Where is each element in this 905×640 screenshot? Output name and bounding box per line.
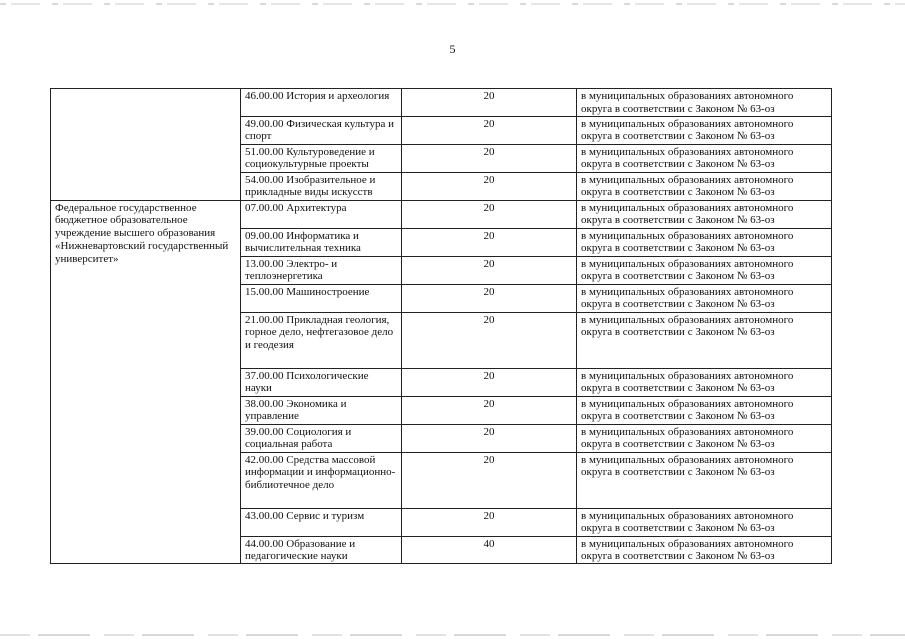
specialty-cell: 37.00.00 Психологические науки — [241, 368, 402, 396]
table-row — [51, 200, 832, 228]
specialty-cell: 46.00.00 История и археология — [241, 89, 402, 117]
note-cell: в муниципальных образованиях автономного округа в соответствии с Законом № 63-оз — [577, 284, 832, 312]
count-cell: 20 — [402, 396, 577, 424]
specialty-cell: 09.00.00 Информатика и вычислительная техника — [241, 228, 402, 256]
specialty-cell: 42.00.00 Средства массовой информации и информационно-библиотечное дело — [241, 452, 402, 508]
specialty-cell: 49.00.00 Физическая культура и спорт — [241, 116, 402, 144]
specialty-cell: 39.00.00 Социология и социальная работа — [241, 424, 402, 452]
count-cell: 20 — [402, 144, 577, 172]
note-cell: в муниципальных образованиях автономного округа в соответствии с Законом № 63-оз — [577, 116, 832, 144]
specialty-cell: 21.00.00 Прикладная геология, горное дело, нефтегазовое дело и геодезия — [241, 312, 402, 368]
note-cell: в муниципальных образованиях автономного округа в соответствии с Законом № 63-оз — [577, 368, 832, 396]
count-cell: 20 — [402, 284, 577, 312]
note-cell: в муниципальных образованиях автономного округа в соответствии с Законом № 63-оз — [577, 144, 832, 172]
specialty-cell: 13.00.00 Электро- и теплоэнергетика — [241, 256, 402, 284]
note-cell: в муниципальных образованиях автономного округа в соответствии с Законом № 63-оз — [577, 172, 832, 200]
count-cell: 40 — [402, 536, 577, 564]
count-cell: 20 — [402, 89, 577, 117]
specialty-cell: 51.00.00 Культуроведение и социокультурные проекты — [241, 144, 402, 172]
specialty-cell: 15.00.00 Машиностроение — [241, 284, 402, 312]
specialty-cell: 38.00.00 Экономика и управление — [241, 396, 402, 424]
specialty-cell: 43.00.00 Сервис и туризм — [241, 508, 402, 536]
specialty-cell: 54.00.00 Изобразительное и прикладные виды искусств — [241, 172, 402, 200]
page-number: 5 — [449, 42, 456, 56]
count-cell: 20 — [402, 508, 577, 536]
count-cell: 20 — [402, 424, 577, 452]
organization-cell-empty — [51, 89, 241, 201]
count-cell: 20 — [402, 116, 577, 144]
note-cell: в муниципальных образованиях автономного округа в соответствии с Законом № 63-оз — [577, 200, 832, 228]
specialty-cell: 44.00.00 Образование и педагогические науки — [241, 536, 402, 564]
note-cell: в муниципальных образованиях автономного округа в соответствии с Законом № 63-оз — [577, 452, 832, 508]
note-cell: в муниципальных образованиях автономного округа в соответствии с Законом № 63-оз — [577, 424, 832, 452]
note-cell: в муниципальных образованиях автономного округа в соответствии с Законом № 63-оз — [577, 256, 832, 284]
count-cell: 20 — [402, 452, 577, 508]
count-cell: 20 — [402, 200, 577, 228]
scan-edge-bottom — [0, 634, 905, 636]
note-cell: в муниципальных образованиях автономного округа в соответствии с Законом № 63-оз — [577, 312, 832, 368]
count-cell: 20 — [402, 228, 577, 256]
count-cell: 20 — [402, 256, 577, 284]
scan-edge-top — [0, 3, 905, 5]
note-cell: в муниципальных образованиях автономного округа в соответствии с Законом № 63-оз — [577, 228, 832, 256]
note-cell: в муниципальных образованиях автономного округа в соответствии с Законом № 63-оз — [577, 396, 832, 424]
specialty-cell: 07.00.00 Архитектура — [241, 200, 402, 228]
count-cell: 20 — [402, 172, 577, 200]
quota-table — [50, 88, 832, 564]
count-cell: 20 — [402, 368, 577, 396]
note-cell: в муниципальных образованиях автономного округа в соответствии с Законом № 63-оз — [577, 508, 832, 536]
note-cell: в муниципальных образованиях автономного округа в соответствии с Законом № 63-оз — [577, 536, 832, 564]
table-row — [51, 89, 832, 117]
count-cell: 20 — [402, 312, 577, 368]
note-cell: в муниципальных образованиях автономного округа в соответствии с Законом № 63-оз — [577, 89, 832, 117]
organization-cell: Федеральное государственное бюджетное образовательное учреждение высшего образования «Нижневартовский государственный университет» — [51, 200, 241, 564]
